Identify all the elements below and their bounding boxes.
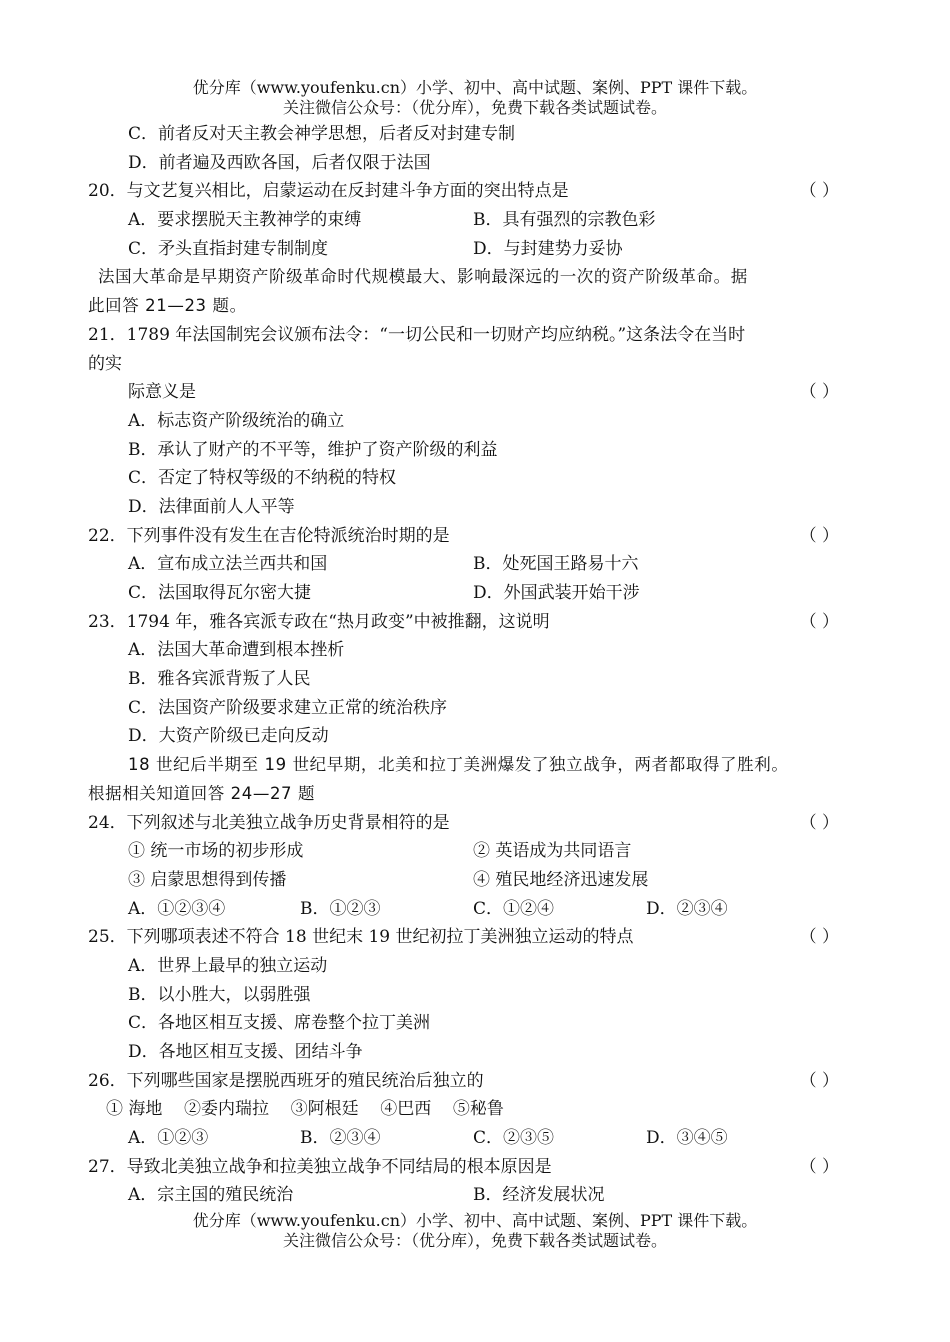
q25-answer-blank: （ ） [799, 927, 839, 948]
q24-options-row [88, 895, 863, 924]
q19-option-c: C．前者反对天主教会神学思想，后者反对封建专制 [128, 124, 516, 144]
q20-option-c: C．矛头直指封建专制制度 [128, 238, 329, 259]
q23-answer-blank: （ ） [799, 611, 839, 632]
q22-option-d: D．外国武装开始干涉 [473, 583, 640, 603]
q25-stem [88, 923, 863, 952]
q23-option-d: D．大资产阶级已走向反动 [128, 726, 329, 747]
q25-option-a: A．世界上最早的独立运动 [128, 955, 328, 976]
q21-answer-blank: （ ） [799, 382, 839, 403]
q26-items: ① 海地 ②委内瑞拉 ③阿根廷 ④巴西 ⑤秘鲁 [106, 1099, 504, 1120]
q24-items-row-2 [88, 866, 863, 895]
q20-option-d: D．与封建势力妥协 [473, 238, 623, 259]
q21-option-b: B．承认了财产的不平等，维护了资产阶级的利益 [128, 439, 498, 460]
q24-stem [88, 809, 863, 838]
q26-stem-text: 26．下列哪些国家是摆脱西班牙的殖民统治后独立的 [88, 1070, 484, 1091]
q20-option-a: A．要求摆脱天主教神学的束缚 [128, 210, 362, 231]
q25-option-b: B．以小胜大，以弱胜强 [128, 984, 311, 1005]
page-header [0, 78, 950, 118]
q20-option-b: B．具有强烈的宗教色彩 [473, 210, 656, 231]
footer-line-1: 优分库（www.youfenku.cn）小学、初中、高中试题、案例、PPT 课件下载。 [192, 1211, 758, 1230]
q19-option-d: D．前者遍及西欧各国，后者仅限于法国 [128, 152, 431, 173]
q20-stem [88, 177, 863, 206]
q22-option-b: B．处死国王路易十六 [473, 554, 639, 575]
q27-stem [88, 1153, 863, 1182]
q24-item-1: ① 统一市场的初步形成 [128, 841, 304, 862]
q21-option-a: A．标志资产阶级统治的确立 [128, 410, 345, 431]
q24-option-a: A．①②③④ [128, 898, 226, 919]
q24-option-d: D．②③④ [646, 898, 728, 919]
q22-option-a: A．宣布成立法兰西共和国 [128, 554, 328, 575]
q22-stem-text: 22．下列事件没有发生在吉伦特派统治时期的是 [88, 525, 450, 546]
q24-option-c: C．①②④ [473, 898, 555, 919]
q22-option-c: C．法国取得瓦尔密大捷 [128, 583, 312, 603]
q26-option-b: B．②③④ [300, 1128, 381, 1149]
q20-answer-blank: （ ） [799, 181, 839, 202]
q27-option-b: B．经济发展状况 [473, 1185, 605, 1206]
q26-answer-blank: （ ） [799, 1070, 839, 1091]
header-line-1: 优分库（www.youfenku.cn）小学、初中、高中试题、案例、PPT 课件下载。 [192, 78, 758, 97]
q22-answer-blank: （ ） [799, 525, 839, 546]
passage-1-line-1: 法国大革命是早期资产阶级革命时代规模最大、影响最深远的一次的资产阶级革命。据 [98, 267, 748, 287]
q25-option-d: D．各地区相互支援、团结斗争 [128, 1042, 363, 1062]
q25-stem-text: 25．下列哪项表述不符合 18 世纪末 19 世纪初拉丁美洲独立运动的特点 [88, 927, 634, 948]
passage-2-line-1: 18 世纪后半期至 19 世纪早期，北美和拉丁美洲爆发了独立战争，两者都取得了胜利。 [128, 755, 789, 775]
q27-stem-text: 27．导致北美独立战争和拉美独立战争不同结局的根本原因是 [88, 1156, 552, 1177]
q20-options-row-2 [88, 235, 863, 264]
q21-option-d: D．法律面前人人平等 [128, 496, 295, 517]
q21-option-c: C．否定了特权等级的不纳税的特权 [128, 468, 397, 489]
q23-option-a: A．法国大革命遭到根本挫析 [128, 640, 345, 661]
passage-1-line-2: 此回答 21—23 题。 [88, 296, 247, 316]
q21-stem-line-1: 21．1789 年法国制宪会议颁布法令：“一切公民和一切财产均应纳税。”这条法令在当时 [88, 324, 746, 345]
q26-option-a: A．①②③ [128, 1128, 209, 1149]
q27-answer-blank: （ ） [799, 1156, 839, 1177]
q24-answer-blank: （ ） [799, 812, 839, 833]
q26-option-c: C．②③⑤ [473, 1128, 555, 1149]
header-line-2: 关注微信公众号：（优分库），免费下载各类试题试卷。 [282, 98, 667, 117]
page-footer [0, 1211, 950, 1251]
q22-stem [88, 522, 863, 551]
q26-stem [88, 1067, 863, 1096]
q21-stem-text: 际意义是 [128, 382, 196, 403]
q24-option-b: B．①②③ [300, 898, 381, 919]
q20-options-row-1 [88, 206, 863, 235]
q25-option-c: C．各地区相互支援、席卷整个拉丁美洲 [128, 1013, 431, 1034]
q22-options-row-1 [88, 550, 863, 579]
q22-options-row-2 [88, 579, 863, 608]
q23-stem [88, 608, 863, 637]
q24-stem-text: 24．下列叙述与北美独立战争历史背景相符的是 [88, 812, 450, 833]
q20-stem-text: 20．与文艺复兴相比，启蒙运动在反封建斗争方面的突出特点是 [88, 181, 569, 202]
q24-item-2: ② 英语成为共同语言 [473, 841, 632, 862]
question-content [88, 120, 863, 1210]
passage-2-line-2: 根据相关知道回答 24—27 题 [88, 783, 316, 803]
footer-line-2: 关注微信公众号：（优分库），免费下载各类试题试卷。 [282, 1231, 667, 1250]
q21-stem-line-2: 的实 [88, 353, 122, 374]
q23-stem-text: 23．1794 年，雅各宾派专政在“热月政变”中被推翻，这说明 [88, 611, 550, 632]
q24-items-row-1 [88, 837, 863, 866]
q27-options-row-1 [88, 1181, 863, 1210]
q24-item-4: ④ 殖民地经济迅速发展 [473, 869, 649, 890]
q27-option-a: A．宗主国的殖民统治 [128, 1185, 294, 1206]
q23-option-b: B．雅各宾派背叛了人民 [128, 669, 311, 690]
q26-option-d: D．③④⑤ [646, 1128, 728, 1149]
q21-stem-line-3 [88, 378, 863, 407]
q26-options-row [88, 1124, 863, 1153]
q23-option-c: C．法国资产阶级要求建立正常的统治秩序 [128, 697, 448, 718]
q24-item-3: ③ 启蒙思想得到传播 [128, 869, 287, 890]
